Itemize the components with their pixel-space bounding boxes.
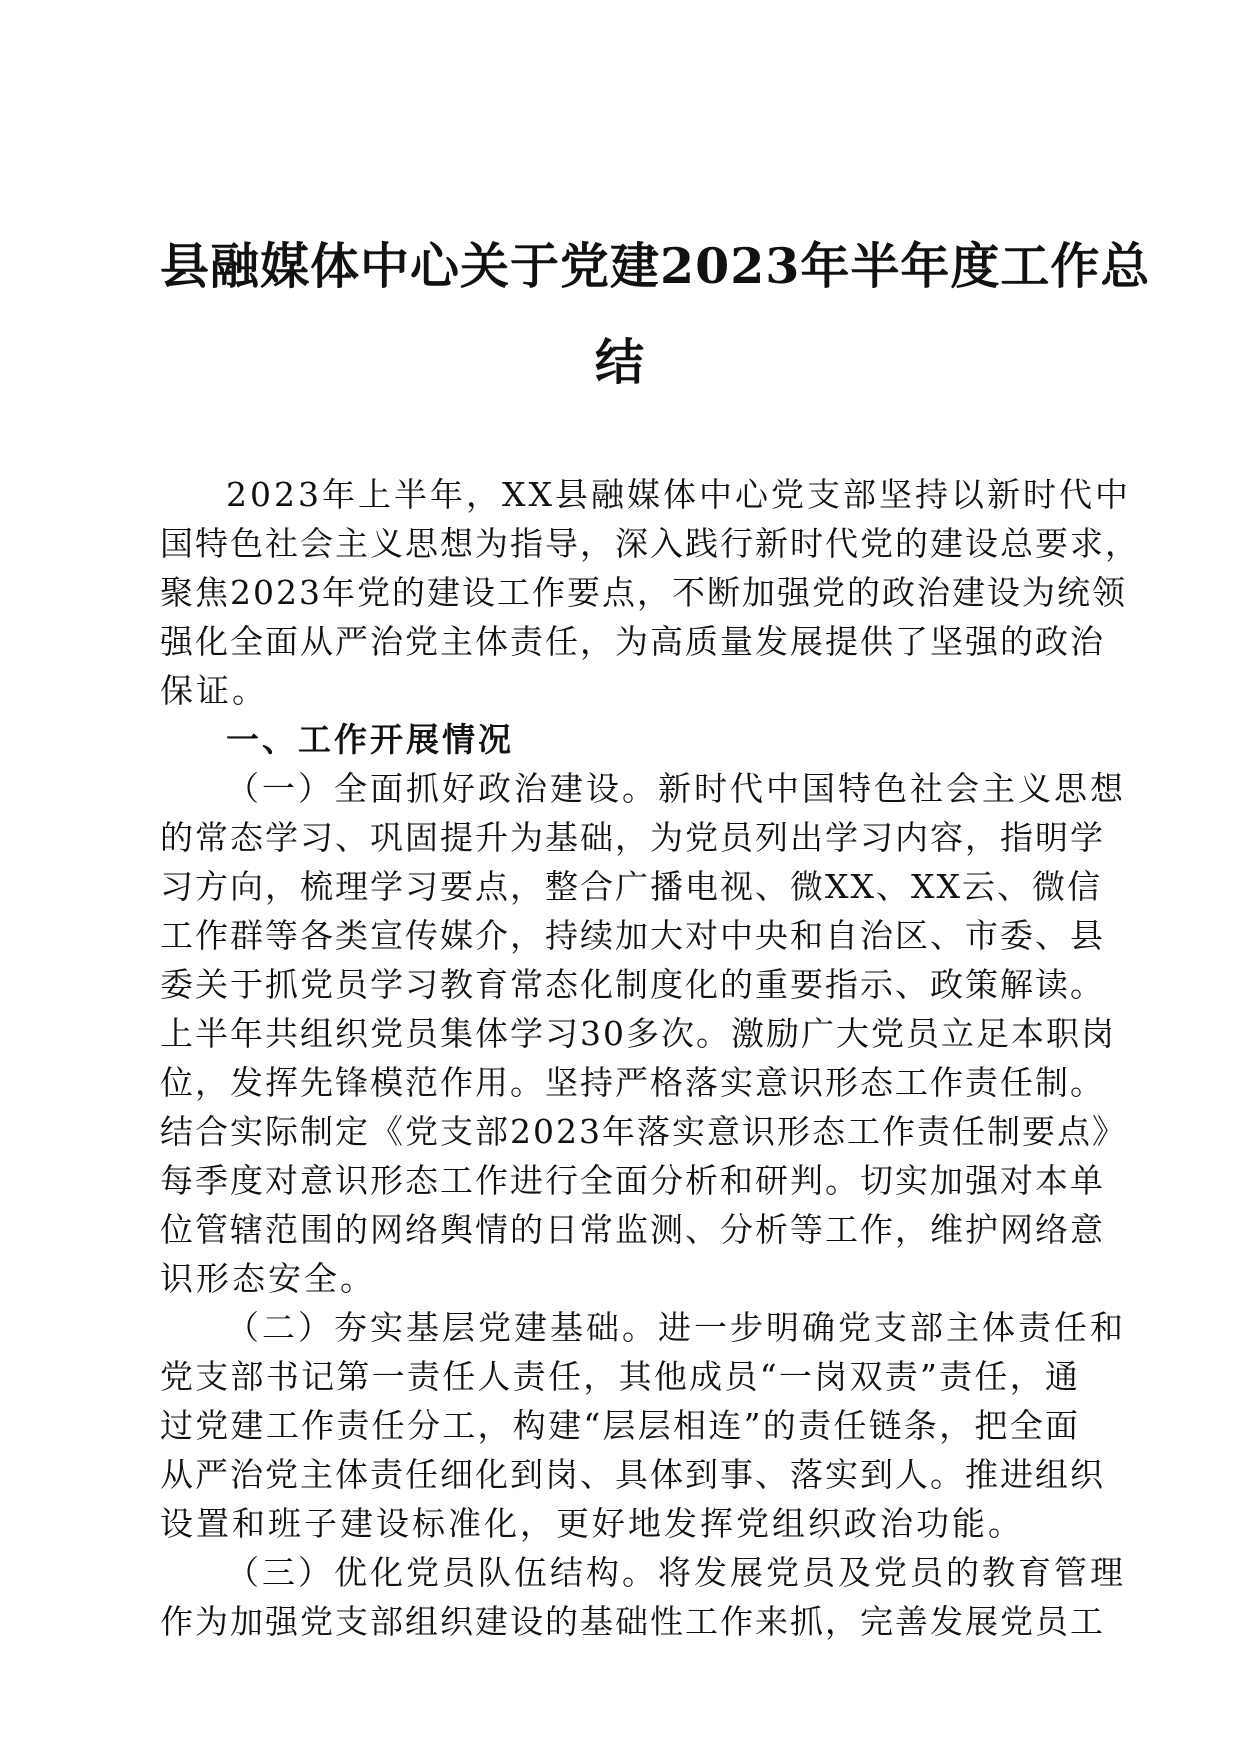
text-line: 保证。 — [160, 671, 268, 710]
text-line: 位管辖范围的网络舆情的日常监测、分析等工作，维护网络意 — [160, 1210, 1105, 1249]
section-heading-text: 一、工作开展情况 — [226, 720, 514, 759]
section-item-1 — [160, 764, 1127, 1303]
text-line: 国特色社会主义思想为指导，深入践行新时代党的建设总要求， — [160, 524, 1140, 563]
text-line: 识形态安全。 — [160, 1259, 376, 1298]
text-line: 每季度对意识形态工作进行全面分析和研判。切实加强对本单 — [160, 1161, 1105, 1200]
text-line: 2023年上半年，XX县融媒体中心党支部坚持以新时代中 — [226, 475, 1131, 514]
intro-paragraph — [160, 470, 1140, 715]
text-line: （一）全面抓好政治建设。新时代中国特色社会主义思想 — [226, 769, 1126, 808]
document-title — [160, 218, 1151, 410]
text-line: 位，发挥先锋模范作用。坚持严格落实意识形态工作责任制。 — [160, 1063, 1105, 1102]
section-item-2 — [160, 1303, 1126, 1548]
text-line: （三）优化党员队伍结构。将发展党员及党员的教育管理 — [226, 1553, 1126, 1592]
text-line: 从严治党主体责任细化到岗、具体到事、落实到人。推进组织 — [160, 1455, 1105, 1494]
text-line: 委关于抓党员学习教育常态化制度化的重要指示、政策解读。 — [160, 965, 1105, 1004]
text-line: 党支部书记第一责任人责任，其他成员“一岗双责”责任，通 — [160, 1357, 1080, 1396]
text-line: 的常态学习、巩固提升为基础，为党员列出学习内容，指明学 — [160, 818, 1105, 857]
text-line: 上半年共组织党员集体学习30多次。激励广大党员立足本职岗 — [160, 1014, 1116, 1053]
text-line: 工作群等各类宣传媒介，持续加大对中央和自治区、市委、县 — [160, 916, 1105, 955]
text-line: （二）夯实基层党建基础。进一步明确党支部主体责任和 — [226, 1308, 1126, 1347]
title-line-1: 县融媒体中心关于党建2023年半年度工作总 — [160, 237, 1151, 295]
text-line: 聚焦2023年党的建设工作要点，不断加强党的政治建设为统领 — [160, 573, 1127, 612]
text-line: 结合实际制定《党支部2023年落实意识形态工作责任制要点》 — [160, 1112, 1127, 1151]
text-line: 作为加强党支部组织建设的基础性工作来抓，完善发展党员工 — [160, 1602, 1105, 1641]
text-line: 强化全面从严治党主体责任，为高质量发展提供了坚强的政治 — [160, 622, 1105, 661]
document-body — [160, 470, 1140, 1646]
text-line: 设置和班子建设标准化，更好地发挥党组织政治功能。 — [160, 1504, 1024, 1543]
section-item-3 — [160, 1548, 1126, 1646]
section-heading — [160, 715, 1080, 764]
title-line-2: 结 — [594, 333, 645, 391]
text-line: 习方向，梳理学习要点，整合广播电视、微XX、XX云、微信 — [160, 867, 1102, 906]
text-line: 过党建工作责任分工，构建“层层相连”的责任链条，把全面 — [160, 1406, 1080, 1445]
